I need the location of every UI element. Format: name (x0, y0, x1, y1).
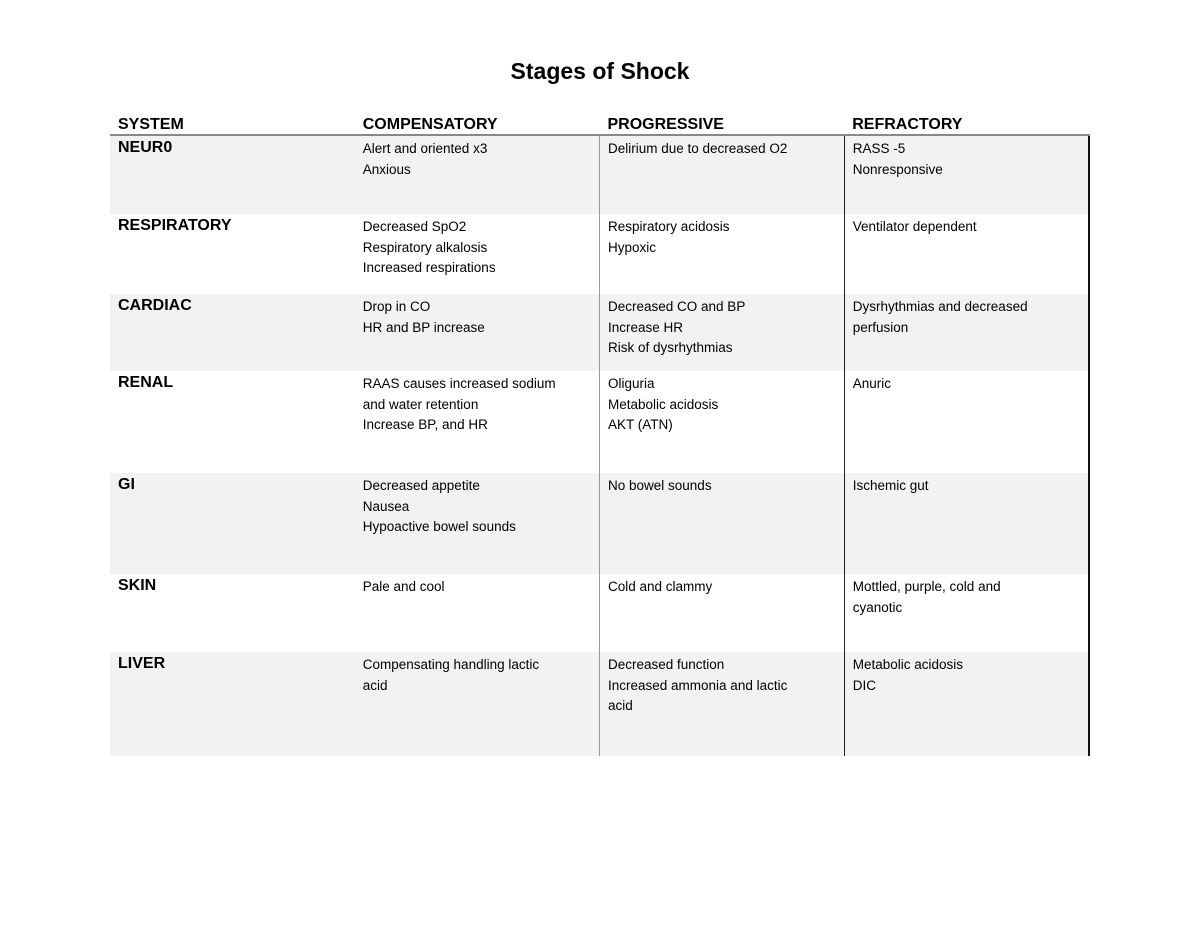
system-cell: LIVER (110, 652, 355, 756)
table-row (110, 214, 1089, 294)
cell-line: Anxious (362, 161, 411, 177)
refractory-cell (844, 214, 1089, 294)
cell-line: Ventilator dependent (852, 219, 977, 234)
compensatory-cell (355, 214, 600, 294)
compensatory-cell (355, 652, 600, 756)
progressive-cell (600, 574, 845, 652)
header-system: SYSTEM (110, 108, 355, 135)
cell-line: Oliguria (608, 376, 655, 391)
progressive-cell (600, 135, 845, 214)
cell-line: Increase BP, and HR (362, 417, 488, 432)
cell-line: cyanotic (852, 599, 903, 615)
progressive-cell (600, 473, 845, 574)
progressive-cell (600, 652, 845, 756)
cell-line: Compensating handling lactic (362, 657, 540, 672)
cell-line: Drop in CO (362, 299, 431, 314)
cell-line: Hypoactive bowel sounds (362, 519, 516, 534)
header-compensatory: COMPENSATORY (355, 108, 600, 135)
cell-line: Metabolic acidosis (608, 396, 719, 412)
cell-line: Increase HR (608, 319, 684, 335)
cell-line: Nausea (362, 498, 410, 514)
compensatory-cell (355, 574, 600, 652)
system-cell: SKIN (118, 577, 157, 594)
cell-line: acid (362, 677, 388, 693)
cell-line: Increased ammonia and lactic (608, 677, 788, 693)
cell-line: Hypoxic (608, 239, 657, 255)
compensatory-cell (355, 294, 600, 371)
refractory-cell (844, 371, 1089, 473)
refractory-cell (844, 574, 1089, 652)
cell-line: Alert and oriented x3 (362, 141, 488, 156)
table-row (110, 371, 1089, 473)
cell-line: Ischemic gut (852, 478, 929, 493)
cell-line: Increased respirations (362, 260, 496, 275)
cell-line: Nonresponsive (852, 161, 943, 177)
cell-line: Decreased CO and BP (608, 299, 746, 314)
cell-line: Anuric (852, 376, 892, 391)
cell-line: HR and BP increase (362, 319, 485, 335)
progressive-cell (600, 371, 845, 473)
cell-line: Respiratory acidosis (608, 219, 730, 234)
system-cell: RENAL (118, 374, 174, 391)
cell-line: Respiratory alkalosis (362, 239, 488, 255)
table-row (110, 574, 1089, 652)
header-progressive: PROGRESSIVE (600, 108, 845, 135)
refractory-cell (844, 473, 1089, 574)
compensatory-cell (355, 135, 600, 214)
cell-line: Decreased SpO2 (362, 219, 467, 234)
compensatory-cell (355, 473, 600, 574)
cell-line: Mottled, purple, cold and (852, 579, 1001, 594)
cell-line: No bowel sounds (608, 478, 712, 493)
system-cell: RESPIRATORY (118, 217, 232, 234)
header-row (110, 108, 1089, 135)
cell-line: RAAS causes increased sodium (362, 376, 556, 391)
header-refractory: REFRACTORY (844, 108, 1089, 135)
shock-stages-table (110, 108, 1090, 756)
system-cell: GI (110, 473, 355, 574)
cell-line: RASS -5 (852, 141, 906, 156)
cell-line: Pale and cool (362, 579, 445, 594)
table-row (110, 294, 1089, 371)
cell-line: Risk of dysrhythmias (608, 340, 733, 355)
progressive-cell (600, 214, 845, 294)
page-title: Stages of Shock (510, 58, 690, 84)
cell-line: AKT (ATN) (608, 417, 673, 432)
system-cell: NEUR0 (110, 135, 355, 214)
refractory-cell (844, 135, 1089, 214)
cell-line: Decreased appetite (362, 478, 480, 493)
cell-line: DIC (852, 677, 876, 693)
cell-line: perfusion (852, 319, 909, 335)
cell-line: Decreased function (608, 657, 725, 672)
refractory-cell (844, 652, 1089, 756)
refractory-cell (844, 294, 1089, 371)
table-row (110, 135, 1089, 214)
cell-line: Metabolic acidosis (852, 657, 964, 672)
system-cell: CARDIAC (110, 294, 355, 371)
compensatory-cell (355, 371, 600, 473)
cell-line: Delirium due to decreased O2 (608, 141, 788, 156)
table-row (110, 652, 1089, 756)
table-row (110, 473, 1089, 574)
cell-line: acid (608, 698, 633, 713)
cell-line: Cold and clammy (608, 579, 713, 594)
cell-line: Dysrhythmias and decreased (852, 299, 1028, 314)
cell-line: and water retention (362, 396, 479, 412)
progressive-cell (600, 294, 845, 371)
